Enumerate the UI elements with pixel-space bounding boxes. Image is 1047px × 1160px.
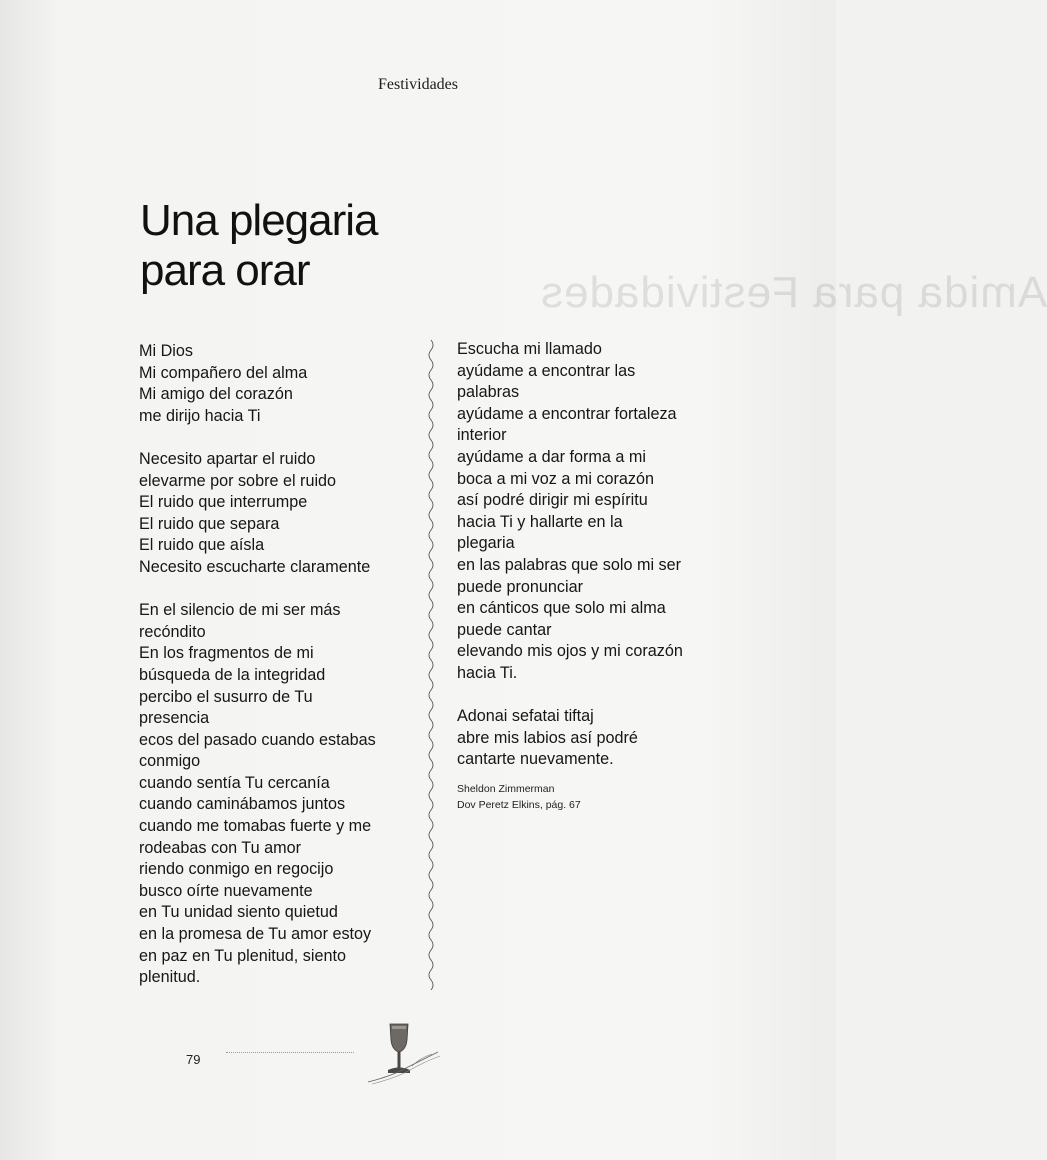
poem-line: cuando sentía Tu cercanía (139, 773, 330, 792)
left_column-stanza (139, 449, 424, 579)
poem-line: El ruido que interrumpe (139, 493, 308, 512)
wavy-divider (424, 340, 438, 990)
poem-line: en cánticos que solo mi alma (457, 599, 666, 618)
poem-line: en las palabras que solo mi ser (457, 555, 682, 574)
poem-line: ayúdame a dar forma a mi (457, 447, 646, 466)
poem-line: plegaria (457, 534, 515, 553)
right_column-stanza (457, 339, 722, 685)
poem-line: percibo el susurro de Tu (139, 687, 313, 706)
poem-line: busco oírte nuevamente (139, 881, 313, 900)
title-line-1: Una plegaria (140, 196, 378, 245)
poem-right-column (457, 339, 722, 813)
poem-line: Adonai sefatai tiftaj (457, 707, 594, 726)
footer-dotted-rule (226, 1052, 354, 1053)
poem-line: abre mis labios así podré (457, 728, 638, 747)
poem-line: boca a mi voz a mi corazón (457, 469, 655, 488)
poem-line: palabras (457, 383, 520, 402)
attribution (457, 781, 722, 813)
poem-line: así podré dirigir mi espíritu (457, 491, 648, 510)
title-line-2: para orar (140, 246, 310, 295)
poem-line: hacia Ti. (457, 663, 518, 682)
poem-line: En el silencio de mi ser más (139, 601, 341, 620)
poem-line: en la promesa de Tu amor estoy (139, 925, 372, 944)
poem-line: elevarme por sobre el ruido (139, 471, 337, 490)
left_column-stanza (139, 341, 424, 427)
poem-line: en Tu unidad siento quietud (139, 903, 338, 922)
poem-line: rodeabas con Tu amor (139, 838, 301, 857)
poem-line: El ruido que separa (139, 514, 280, 533)
attribution-source: Dov Peretz Elkins, pág. 67 (457, 798, 581, 811)
poem-line: me dirijo hacia Ti (139, 406, 261, 425)
poem-line: puede cantar (457, 620, 552, 639)
poem-line: riendo conmigo en regocijo (139, 860, 334, 879)
poem-left-column (139, 341, 424, 1010)
poem-line: hacia Ti y hallarte en la (457, 512, 623, 531)
poem-line: Necesito escucharte claramente (139, 557, 371, 576)
attribution-author: Sheldon Zimmerman (457, 782, 555, 795)
poem-line: ayúdame a encontrar fortaleza (457, 404, 677, 423)
poem-right-stanzas (457, 339, 722, 771)
poem-line: cuando caminábamos juntos (139, 795, 346, 814)
poem-line: En los fragmentos de mi (139, 644, 314, 663)
poem-line: plenitud. (139, 968, 201, 987)
section-header: Festividades (378, 76, 458, 93)
page-number: 79 (186, 1052, 201, 1067)
poem-line: Necesito apartar el ruido (139, 449, 316, 468)
poem-line: recóndito (139, 622, 206, 641)
poem-line: interior (457, 426, 507, 445)
poem-line: El ruido que aísla (139, 536, 265, 555)
poem-line: búsqueda de la integridad (139, 665, 326, 684)
right_column-stanza (457, 706, 722, 771)
poem-line: Mi compañero del alma (139, 363, 308, 382)
poem-line: Mi amigo del corazón (139, 385, 293, 404)
poem-line: Mi Dios (139, 342, 193, 360)
poem-line: cuando me tomabas fuerte y me (139, 817, 372, 836)
poem-line: ayúdame a encontrar las (457, 361, 636, 380)
poem-line: Escucha mi llamado (457, 340, 602, 358)
poem-line: presencia (139, 709, 210, 728)
left_column-stanza (139, 600, 424, 989)
bleed-through-title: Amida para Festividades (540, 268, 1047, 317)
poem-line: elevando mis ojos y mi corazón (457, 642, 683, 661)
poem-line: conmigo (139, 752, 201, 771)
kiddush-cup-icon (362, 1018, 442, 1086)
poem-line: ecos del pasado cuando estabas (139, 730, 376, 749)
poem-line: cantarte nuevamente. (457, 750, 614, 769)
poem-line: puede pronunciar (457, 577, 583, 596)
poem-line: en paz en Tu plenitud, siento (139, 946, 346, 965)
page-title (140, 196, 378, 296)
